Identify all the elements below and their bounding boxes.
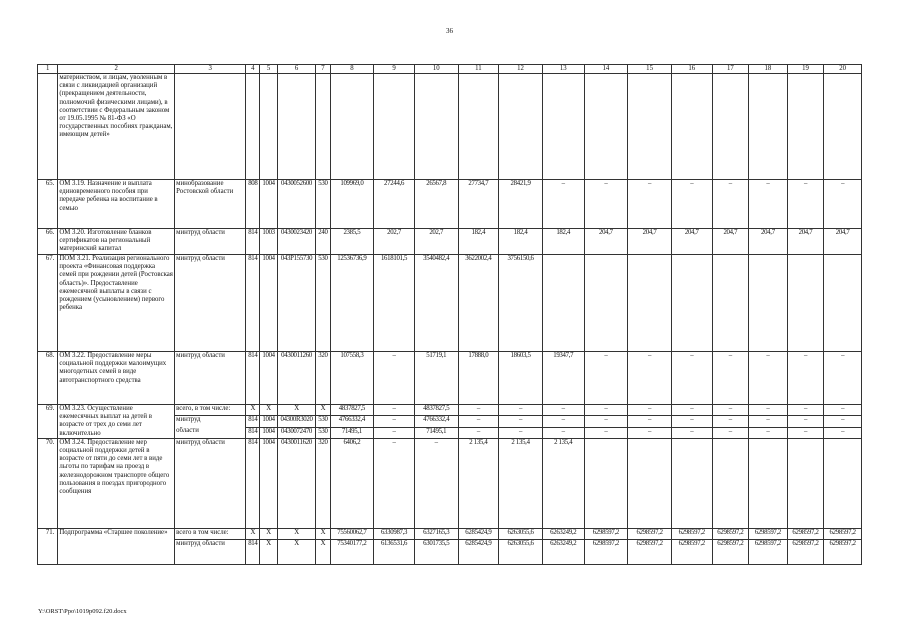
table-cell xyxy=(749,74,788,180)
page-number: 36 xyxy=(446,27,453,35)
value-cell: – xyxy=(374,352,415,405)
table-row xyxy=(38,74,862,180)
table-cell: X xyxy=(316,405,330,416)
row-number: 65. xyxy=(38,180,58,229)
value-cell: – xyxy=(787,180,824,229)
column-header: 18 xyxy=(749,65,788,74)
table-cell xyxy=(38,74,58,180)
value-cell: 6263055,6 xyxy=(499,539,543,564)
row-executor: минобразование Ростовской области xyxy=(175,180,246,229)
value-cell xyxy=(787,255,824,352)
table-cell xyxy=(414,74,458,180)
table-cell: 814 xyxy=(246,427,260,438)
row-executor: минтруд области xyxy=(175,438,246,528)
value-cell: 109969,0 xyxy=(330,180,374,229)
value-cell: – xyxy=(458,427,499,438)
row-executor: минтруд области xyxy=(175,255,246,352)
value-cell: 6136531,6 xyxy=(374,539,415,564)
value-cell: 6298597,2 xyxy=(787,528,824,539)
value-cell: 107558,3 xyxy=(330,352,374,405)
value-cell: 75560062,7 xyxy=(330,528,374,539)
value-cell: 6298597,2 xyxy=(628,539,672,564)
value-cell: – xyxy=(499,427,543,438)
column-header: 8 xyxy=(330,65,374,74)
table-cell: X xyxy=(260,528,277,539)
value-cell: – xyxy=(671,405,712,416)
value-cell: – xyxy=(628,352,672,405)
table-cell: 814 xyxy=(246,539,260,564)
value-cell: 204,7 xyxy=(824,229,862,255)
value-cell: 6298597,2 xyxy=(584,539,628,564)
table-cell: 1004 xyxy=(260,180,277,229)
value-cell: 2 135,4 xyxy=(542,438,584,528)
value-cell: 6298597,2 xyxy=(824,528,862,539)
row-name-continued: материнством, и лицам, уволенным в связи с ликвидацией организаций (прекращением деятельности, полномочий физическими лицами), в соответствии с Федеральным законом от 19.05.1995 № 81-ФЗ «О государственных пособиях гражданам, имеющим детей» xyxy=(58,74,175,180)
value-cell: – xyxy=(671,427,712,438)
table-cell: 814 xyxy=(246,416,260,427)
table-cell xyxy=(260,74,277,180)
value-cell: – xyxy=(584,352,628,405)
value-cell: 6298597,2 xyxy=(712,528,749,539)
table-row xyxy=(38,229,862,255)
value-cell xyxy=(749,438,788,528)
value-cell: 6298597,2 xyxy=(824,539,862,564)
value-cell: – xyxy=(374,427,415,438)
value-cell: – xyxy=(542,427,584,438)
table-cell: 1003 xyxy=(260,229,277,255)
value-cell: – xyxy=(628,416,672,427)
value-cell: 6327165,3 xyxy=(414,528,458,539)
table-cell: 1004 xyxy=(260,255,277,352)
value-cell: – xyxy=(749,427,788,438)
table-cell: 1004 xyxy=(260,438,277,528)
value-cell: – xyxy=(628,180,672,229)
value-cell xyxy=(712,438,749,528)
value-cell: 26567,8 xyxy=(414,180,458,229)
value-cell xyxy=(542,255,584,352)
table-row xyxy=(38,180,862,229)
table-cell: X xyxy=(260,405,277,416)
table-cell: X xyxy=(277,405,316,416)
header-row xyxy=(38,65,862,74)
table-cell: 530 xyxy=(316,427,330,438)
column-header: 11 xyxy=(458,65,499,74)
column-header: 6 xyxy=(277,65,316,74)
value-cell: – xyxy=(712,352,749,405)
column-header: 9 xyxy=(374,65,415,74)
value-cell xyxy=(671,255,712,352)
table-cell xyxy=(584,74,628,180)
value-cell: 4766332,4 xyxy=(330,416,374,427)
column-header: 15 xyxy=(628,65,672,74)
value-cell: 6298597,2 xyxy=(749,528,788,539)
value-cell xyxy=(749,255,788,352)
value-cell xyxy=(628,255,672,352)
table-cell: X xyxy=(246,528,260,539)
column-header: 5 xyxy=(260,65,277,74)
table-cell: 320 xyxy=(316,352,330,405)
table-cell: 814 xyxy=(246,255,260,352)
table-cell: 530 xyxy=(316,255,330,352)
value-cell: – xyxy=(584,427,628,438)
table-cell: 1004 xyxy=(260,352,277,405)
row-name: ОМ 3.23. Осуществление ежемесячных выплат на детей в возрасте от трех до семи лет включительно xyxy=(58,405,175,439)
table-cell: 814 xyxy=(246,229,260,255)
table-cell: 240 xyxy=(316,229,330,255)
value-cell: 204,7 xyxy=(787,229,824,255)
value-cell: 17888,0 xyxy=(458,352,499,405)
value-cell xyxy=(787,438,824,528)
table-cell: 530 xyxy=(316,416,330,427)
value-cell: 75340177,2 xyxy=(330,539,374,564)
table-row xyxy=(38,255,862,352)
row-executor: области xyxy=(175,427,246,438)
value-cell xyxy=(824,438,862,528)
value-cell: – xyxy=(584,416,628,427)
value-cell: 204,7 xyxy=(749,229,788,255)
value-cell: 1618101,5 xyxy=(374,255,415,352)
table-cell xyxy=(542,74,584,180)
value-cell: 2385,5 xyxy=(330,229,374,255)
column-header: 17 xyxy=(712,65,749,74)
table-cell: X xyxy=(277,539,316,564)
row-number: 69. xyxy=(38,405,58,439)
table-row xyxy=(38,438,862,528)
value-cell: 202,7 xyxy=(414,229,458,255)
column-header: 13 xyxy=(542,65,584,74)
value-cell: – xyxy=(542,180,584,229)
value-cell: 71495,1 xyxy=(330,427,374,438)
value-cell: – xyxy=(749,405,788,416)
value-cell: – xyxy=(824,416,862,427)
value-cell: 2 135,4 xyxy=(499,438,543,528)
value-cell xyxy=(712,255,749,352)
row-executor: минтруд области xyxy=(175,539,246,564)
table-cell xyxy=(671,74,712,180)
row-name: Подпрограмма «Старшее поколение» xyxy=(58,528,175,564)
row-number: 70. xyxy=(38,438,58,528)
table-cell xyxy=(824,74,862,180)
value-cell: – xyxy=(542,416,584,427)
value-cell: 182,4 xyxy=(542,229,584,255)
value-cell: – xyxy=(712,427,749,438)
value-cell: 6298597,2 xyxy=(671,528,712,539)
table-cell: 0430011260 xyxy=(277,352,316,405)
value-cell: – xyxy=(787,405,824,416)
budget-table xyxy=(37,64,862,565)
row-number: 71. xyxy=(38,528,58,564)
value-cell: – xyxy=(374,405,415,416)
table-cell xyxy=(499,74,543,180)
value-cell: 4837827,5 xyxy=(414,405,458,416)
value-cell xyxy=(584,438,628,528)
table-cell: 0430011620 xyxy=(277,438,316,528)
value-cell: – xyxy=(374,416,415,427)
value-cell: 6298597,2 xyxy=(749,539,788,564)
value-cell: – xyxy=(787,352,824,405)
column-header: 16 xyxy=(671,65,712,74)
value-cell: 182,4 xyxy=(499,229,543,255)
table-row xyxy=(38,528,862,539)
value-cell: 27244,6 xyxy=(374,180,415,229)
table-cell: 814 xyxy=(246,352,260,405)
table-cell xyxy=(458,74,499,180)
file-path-footer: Y:\ORST\Ppo\1019p092.f20.docx xyxy=(38,608,127,615)
table-cell: X xyxy=(260,539,277,564)
value-cell: 204,7 xyxy=(671,229,712,255)
table-cell xyxy=(330,74,374,180)
value-cell: 6285424,9 xyxy=(458,528,499,539)
value-cell: 27734,7 xyxy=(458,180,499,229)
row-name: ПОМ 3.21. Реализация регионального проекта «Финансовая поддержка семей при рождении детей (Ростовская область)». Предоставление ежемесячной выплаты в связи с рождением (усыновлением) первого ребенка xyxy=(58,255,175,352)
value-cell: – xyxy=(458,416,499,427)
row-number: 68. xyxy=(38,352,58,405)
value-cell: 2 135,4 xyxy=(458,438,499,528)
value-cell: 18603,5 xyxy=(499,352,543,405)
value-cell: – xyxy=(671,352,712,405)
value-cell: – xyxy=(374,438,415,528)
table-cell xyxy=(628,74,672,180)
value-cell: 6301735,5 xyxy=(414,539,458,564)
value-cell: 6263055,6 xyxy=(499,528,543,539)
value-cell: 6298597,2 xyxy=(712,539,749,564)
value-cell: 3756150,6 xyxy=(499,255,543,352)
table-cell: X xyxy=(277,528,316,539)
value-cell: 28421,9 xyxy=(499,180,543,229)
table-cell: 0430052600 xyxy=(277,180,316,229)
column-header: 2 xyxy=(58,65,175,74)
table-cell xyxy=(246,74,260,180)
value-cell: 182,4 xyxy=(458,229,499,255)
value-cell: 204,7 xyxy=(712,229,749,255)
value-cell: – xyxy=(628,405,672,416)
value-cell: 6330987,3 xyxy=(374,528,415,539)
value-cell xyxy=(628,438,672,528)
value-cell: – xyxy=(414,438,458,528)
row-name: ОМ 3.24. Предоставление мер социальной поддержки детей в возрасте от пяти до семи лет в виде льготы по тарифам на проезд в железнодорожном транспорте общего пользования в поездах пригородного сообщения xyxy=(58,438,175,528)
value-cell: 6406,2 xyxy=(330,438,374,528)
column-header: 4 xyxy=(246,65,260,74)
value-cell: – xyxy=(824,405,862,416)
table-cell xyxy=(374,74,415,180)
column-header: 14 xyxy=(584,65,628,74)
table-cell: X xyxy=(316,539,330,564)
value-cell: – xyxy=(787,416,824,427)
column-header: 1 xyxy=(38,65,58,74)
row-executor: минтруд xyxy=(175,416,246,427)
column-header: 12 xyxy=(499,65,543,74)
value-cell xyxy=(671,438,712,528)
row-executor: всего в том числе: xyxy=(175,528,246,539)
value-cell: 204,7 xyxy=(628,229,672,255)
value-cell xyxy=(824,255,862,352)
value-cell: – xyxy=(671,180,712,229)
table-cell: 320 xyxy=(316,438,330,528)
value-cell: 4837827,5 xyxy=(330,405,374,416)
table-cell xyxy=(277,74,316,180)
value-cell: 6298597,2 xyxy=(671,539,712,564)
table-cell xyxy=(316,74,330,180)
table-cell: 814 xyxy=(246,438,260,528)
value-cell: – xyxy=(542,405,584,416)
value-cell: – xyxy=(749,180,788,229)
column-header: 20 xyxy=(824,65,862,74)
table-cell: 043P155730 xyxy=(277,255,316,352)
row-name: ОМ 3.19. Назначение и выплата единовременного пособия при передаче ребенка на воспитание в семью xyxy=(58,180,175,229)
value-cell: 3622002,4 xyxy=(458,255,499,352)
row-name: ОМ 3.22. Предоставление меры социальной поддержки малоимущих многодетных семей в виде автотранспортного средства xyxy=(58,352,175,405)
value-cell: 204,7 xyxy=(584,229,628,255)
value-cell: – xyxy=(824,427,862,438)
value-cell: 4766332,4 xyxy=(414,416,458,427)
value-cell: 6298597,2 xyxy=(584,528,628,539)
table-row xyxy=(38,405,862,416)
column-header: 3 xyxy=(175,65,246,74)
table-cell: 04300R3020 xyxy=(277,416,316,427)
row-name: ОМ 3.20. Изготовление бланков сертификатов на региональный материнский капитал xyxy=(58,229,175,255)
table-cell xyxy=(175,74,246,180)
row-number: 66. xyxy=(38,229,58,255)
value-cell: – xyxy=(628,427,672,438)
value-cell: 6285424,9 xyxy=(458,539,499,564)
value-cell: 71495,1 xyxy=(414,427,458,438)
value-cell: – xyxy=(712,405,749,416)
value-cell: 19347,7 xyxy=(542,352,584,405)
value-cell: 12536736,9 xyxy=(330,255,374,352)
value-cell: 6298597,2 xyxy=(628,528,672,539)
value-cell: – xyxy=(584,180,628,229)
table-cell xyxy=(787,74,824,180)
table-cell: X xyxy=(246,405,260,416)
table-cell: 0430023420 xyxy=(277,229,316,255)
value-cell: – xyxy=(712,416,749,427)
value-cell: – xyxy=(712,180,749,229)
row-executor: минтруд области xyxy=(175,352,246,405)
value-cell xyxy=(584,255,628,352)
row-executor: минтруд области xyxy=(175,229,246,255)
value-cell: – xyxy=(499,416,543,427)
table-cell: 530 xyxy=(316,180,330,229)
value-cell: – xyxy=(824,180,862,229)
value-cell: – xyxy=(458,405,499,416)
value-cell: – xyxy=(671,416,712,427)
value-cell: 51719,1 xyxy=(414,352,458,405)
table-cell: 808 xyxy=(246,180,260,229)
column-header: 7 xyxy=(316,65,330,74)
value-cell: – xyxy=(499,405,543,416)
value-cell: – xyxy=(824,352,862,405)
row-executor: всего, в том числе: xyxy=(175,405,246,416)
row-number: 67. xyxy=(38,255,58,352)
table-cell: X xyxy=(316,528,330,539)
value-cell: 3540482,4 xyxy=(414,255,458,352)
column-header: 19 xyxy=(787,65,824,74)
table-cell: 1004 xyxy=(260,427,277,438)
value-cell: 6263249,2 xyxy=(542,528,584,539)
column-header: 10 xyxy=(414,65,458,74)
table-cell: 1004 xyxy=(260,416,277,427)
value-cell: 6298597,2 xyxy=(787,539,824,564)
table-row xyxy=(38,352,862,405)
value-cell: 6263249,2 xyxy=(542,539,584,564)
value-cell: – xyxy=(787,427,824,438)
value-cell: 202,7 xyxy=(374,229,415,255)
table-cell: 0430072470 xyxy=(277,427,316,438)
table-cell xyxy=(712,74,749,180)
value-cell: – xyxy=(749,352,788,405)
value-cell: – xyxy=(749,416,788,427)
value-cell: – xyxy=(584,405,628,416)
